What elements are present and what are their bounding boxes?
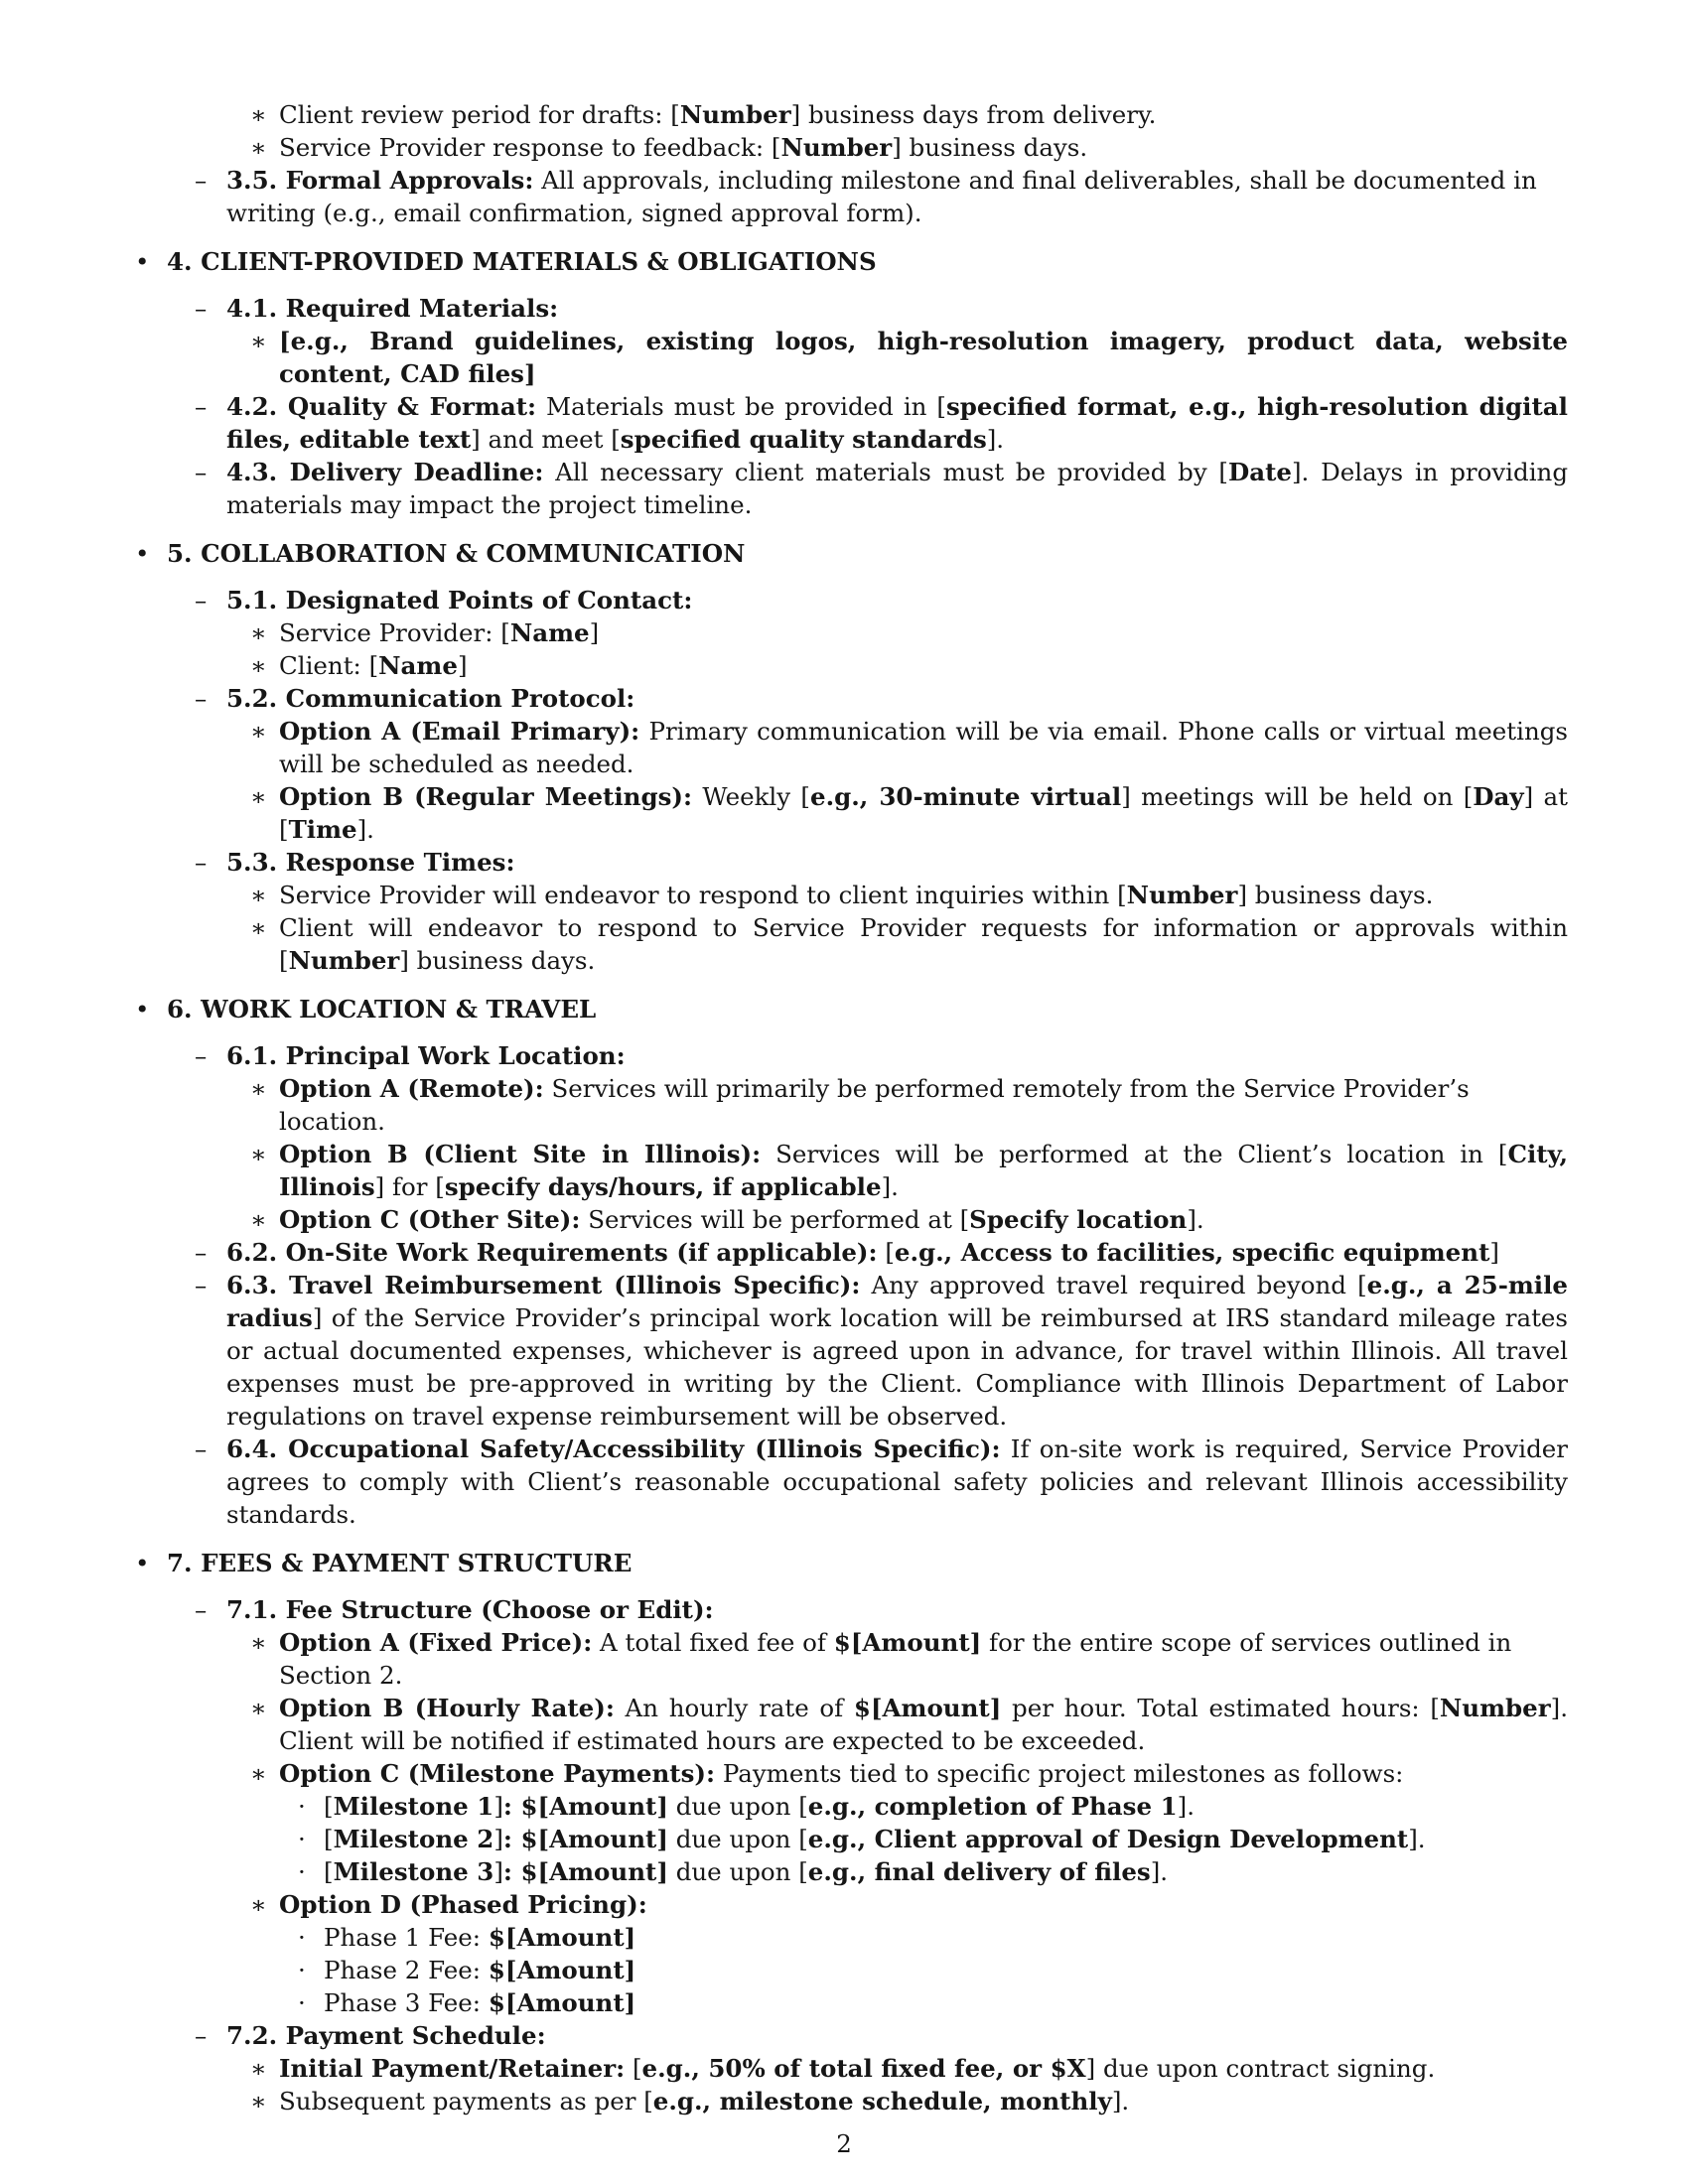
asterisk-bullet: ∗ bbox=[250, 913, 267, 942]
clause-4-3: – 4.3. Delivery Deadline: All necessary client materials must be provided by [Date]. Delays in providing materials may impact the project timeline. bbox=[195, 458, 1568, 519]
list-item: ∗ Service Provider: [Name] bbox=[250, 618, 600, 647]
list-item: ∗ Subsequent payments as per [e.g., milestone schedule, monthly]. bbox=[250, 2087, 1130, 2116]
clause-3-5: – 3.5. Formal Approvals: All approvals, including milestone and final deliverables, shall be documented in writing (e.g., email confirmation, signed approval form). bbox=[195, 166, 1537, 227]
section-heading-4: • 4. CLIENT-PROVIDED MATERIALS & OBLIGATIONS bbox=[135, 247, 877, 276]
clause-6-2: – 6.2. On-Site Work Requirements (if applicable): [e.g., Access to facilities, specific equipment] bbox=[195, 1238, 1499, 1267]
clause-6-4: – 6.4. Occupational Safety/Accessibility (Illinois Specific): If on-site work is required, Service Provider agrees to comply with Client’s reasonable occupational safety policies and relevant Illinois accessibility standards. bbox=[195, 1434, 1568, 1529]
list-item: ∗ [e.g., Brand guidelines, existing logos, high-resolution imagery, product data, website content, CAD files] bbox=[250, 327, 1568, 388]
asterisk-bullet: ∗ bbox=[250, 133, 267, 162]
clause-5-2: – 5.2. Communication Protocol: bbox=[195, 684, 635, 713]
dot-bullet: · bbox=[298, 1988, 306, 2017]
section-heading-5: • 5. COLLABORATION & COMMUNICATION bbox=[135, 539, 746, 568]
section-heading-6: • 6. WORK LOCATION & TRAVEL bbox=[135, 995, 597, 1024]
list-item: ∗ Service Provider will endeavor to respond to client inquiries within [Number] business days. bbox=[250, 881, 1434, 909]
list-item: ∗ Client review period for drafts: [Number] business days from delivery. bbox=[250, 100, 1157, 129]
dash-bullet: – bbox=[195, 458, 208, 486]
document-page bbox=[135, 98, 1568, 2117]
asterisk-bullet: ∗ bbox=[250, 2087, 267, 2116]
phase-fee-item: · Phase 1 Fee: $[Amount] bbox=[298, 1923, 636, 1952]
list-item: ∗ Option A (Email Primary): Primary communication will be via email. Phone calls or virtual meetings will be scheduled as needed. bbox=[250, 717, 1568, 778]
dash-bullet: – bbox=[195, 2021, 208, 2050]
phase-fee-item: · Phase 2 Fee: $[Amount] bbox=[298, 1956, 636, 1984]
list-item: ∗ Option B (Hourly Rate): An hourly rate of $[Amount] per hour. Total estimated hours: [Number]. Client will be notified if estimated hours are expected to be exceeded. bbox=[250, 1694, 1568, 1755]
section-bullet: • bbox=[135, 995, 150, 1024]
asterisk-bullet: ∗ bbox=[250, 618, 267, 647]
clause-4-1: – 4.1. Required Materials: bbox=[195, 294, 559, 323]
list-item: ∗ Option D (Phased Pricing): bbox=[250, 1890, 647, 1919]
dash-bullet: – bbox=[195, 392, 208, 421]
asterisk-bullet: ∗ bbox=[250, 782, 267, 811]
page-number: 2 bbox=[836, 2129, 852, 2158]
dash-bullet: – bbox=[195, 1595, 208, 1624]
dash-bullet: – bbox=[195, 1434, 208, 1463]
asterisk-bullet: ∗ bbox=[250, 881, 267, 909]
clause-7-2: – 7.2. Payment Schedule: bbox=[195, 2021, 546, 2050]
dash-bullet: – bbox=[195, 586, 208, 614]
milestone-item: · [Milestone 3]: $[Amount] due upon [e.g., final delivery of files]. bbox=[298, 1857, 1169, 1886]
phase-fee-item: · Phase 3 Fee: $[Amount] bbox=[298, 1988, 636, 2017]
list-item: ∗ Option B (Client Site in Illinois): Services will be performed at the Client’s location in [City, Illinois] for [specify days/hours, if applicable]. bbox=[250, 1140, 1569, 1201]
asterisk-bullet: ∗ bbox=[250, 651, 267, 680]
dot-bullet: · bbox=[298, 1956, 306, 1984]
section-bullet: • bbox=[135, 1549, 150, 1577]
asterisk-bullet: ∗ bbox=[250, 1694, 267, 1722]
list-item: ∗ Client: [Name] bbox=[250, 651, 468, 680]
asterisk-bullet: ∗ bbox=[250, 327, 267, 355]
dash-bullet: – bbox=[195, 1271, 208, 1299]
asterisk-bullet: ∗ bbox=[250, 1759, 267, 1788]
asterisk-bullet: ∗ bbox=[250, 1628, 267, 1657]
list-item: ∗ Option C (Milestone Payments): Payments tied to specific project milestones as follows: bbox=[250, 1759, 1404, 1788]
list-item: ∗ Option A (Fixed Price): A total fixed fee of $[Amount] for the entire scope of services outlined in Section 2. bbox=[250, 1628, 1512, 1690]
list-item: ∗ Service Provider response to feedback: [Number] business days. bbox=[250, 133, 1088, 162]
section-bullet: • bbox=[135, 247, 150, 276]
asterisk-bullet: ∗ bbox=[250, 717, 267, 746]
milestone-item: · [Milestone 1]: $[Amount] due upon [e.g., completion of Phase 1]. bbox=[298, 1792, 1195, 1821]
milestone-item: · [Milestone 2]: $[Amount] due upon [e.g., Client approval of Design Development]. bbox=[298, 1825, 1426, 1853]
dot-bullet: · bbox=[298, 1857, 306, 1886]
asterisk-bullet: ∗ bbox=[250, 1074, 267, 1103]
dash-bullet: – bbox=[195, 1041, 208, 1070]
dot-bullet: · bbox=[298, 1923, 306, 1952]
asterisk-bullet: ∗ bbox=[250, 100, 267, 129]
dot-bullet: · bbox=[298, 1792, 306, 1821]
list-item: ∗ Option B (Regular Meetings): Weekly [e.g., 30-minute virtual] meetings will be held on [Day] at [Time]. bbox=[250, 782, 1568, 844]
clause-7-1: – 7.1. Fee Structure (Choose or Edit): bbox=[195, 1595, 714, 1624]
dash-bullet: – bbox=[195, 848, 208, 877]
asterisk-bullet: ∗ bbox=[250, 1890, 267, 1919]
section-heading-7: • 7. FEES & PAYMENT STRUCTURE bbox=[135, 1549, 633, 1577]
clause-5-3: – 5.3. Response Times: bbox=[195, 848, 515, 877]
asterisk-bullet: ∗ bbox=[250, 2054, 267, 2083]
dash-bullet: – bbox=[195, 1238, 208, 1267]
dash-bullet: – bbox=[195, 166, 208, 195]
asterisk-bullet: ∗ bbox=[250, 1205, 267, 1234]
dot-bullet: · bbox=[298, 1825, 306, 1853]
clause-6-1: – 6.1. Principal Work Location: bbox=[195, 1041, 626, 1070]
dash-bullet: – bbox=[195, 684, 208, 713]
asterisk-bullet: ∗ bbox=[250, 1140, 267, 1168]
clause-6-3: – 6.3. Travel Reimbursement (Illinois Specific): Any approved travel required beyond [e.g., a 25-mile radius] of the Service Provider’s principal work location will be reimbursed at IRS standard mileage rates or actual documented expenses, whichever is agreed upon in advance, for travel within Illinois. All travel expenses must be pre-approved in writing by the Client. Compliance with Illinois Department of Labor regulations on travel expense reimbursement will be observed. bbox=[195, 1271, 1568, 1431]
section-bullet: • bbox=[135, 539, 150, 568]
list-item: ∗ Initial Payment/Retainer: [e.g., 50% of total fixed fee, or $X] due upon contract signing. bbox=[250, 2054, 1436, 2083]
list-item: ∗ Client will endeavor to respond to Service Provider requests for information or approvals within [Number] business days. bbox=[250, 913, 1568, 975]
dash-bullet: – bbox=[195, 294, 208, 323]
clause-4-2: – 4.2. Quality & Format: Materials must be provided in [specified format, e.g., high-resolution digital files, editable text] and meet [specified quality standards]. bbox=[195, 392, 1568, 454]
list-item: ∗ Option A (Remote): Services will primarily be performed remotely from the Service Provider’s location. bbox=[250, 1074, 1470, 1136]
list-item: ∗ Option C (Other Site): Services will be performed at [Specify location]. bbox=[250, 1205, 1204, 1234]
clause-5-1: – 5.1. Designated Points of Contact: bbox=[195, 586, 693, 614]
